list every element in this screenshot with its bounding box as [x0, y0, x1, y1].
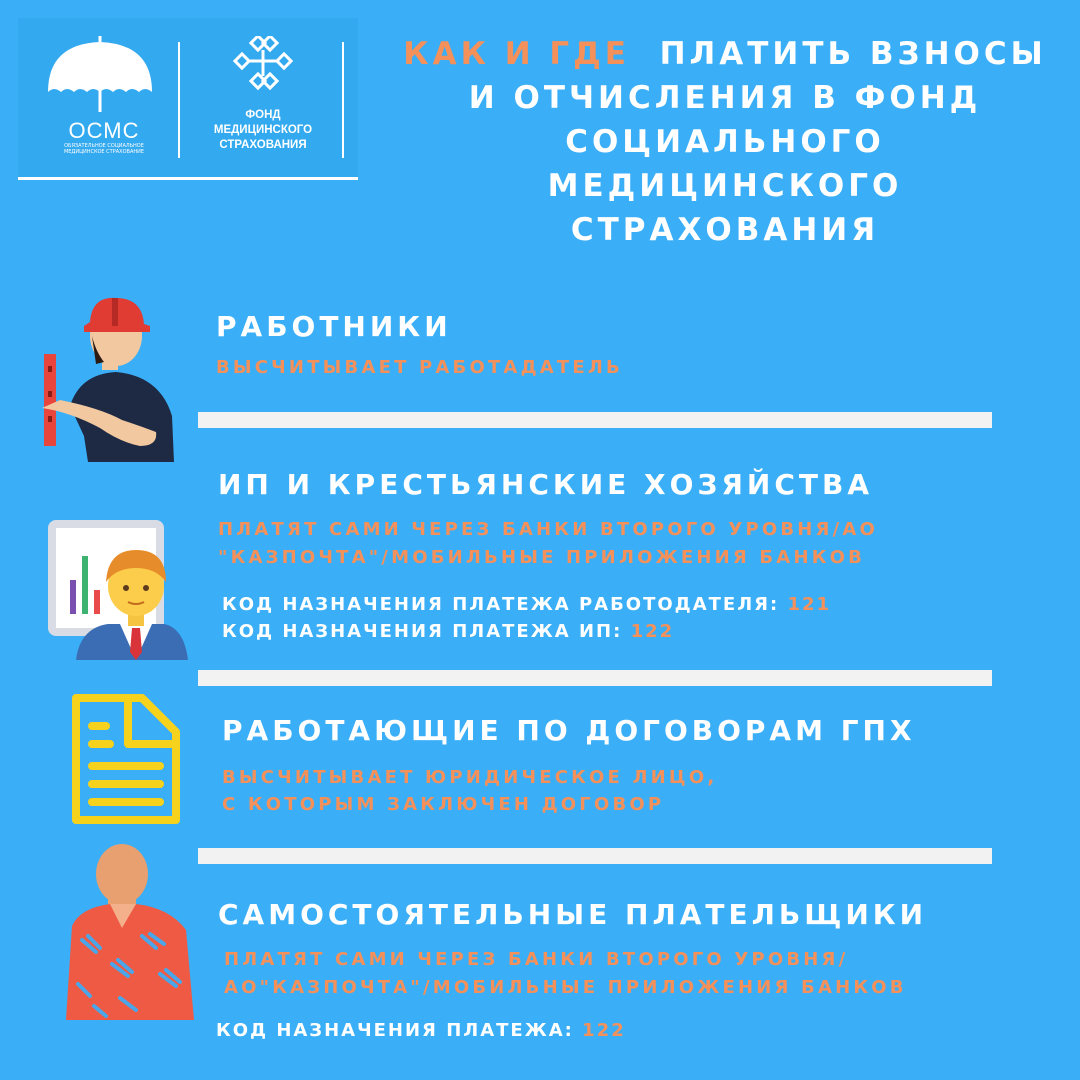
section-heading-entrepreneurs: ИП И КРЕСТЬЯНСКИЕ ХОЗЯЙСТВА [218, 468, 873, 501]
document-icon [70, 692, 182, 826]
construction-worker-icon [40, 296, 180, 466]
payment-code-value: 122 [582, 1020, 626, 1041]
section-heading-self-employed: САМОСТОЯТЕЛЬНЫЕ ПЛАТЕЛЬЩИКИ [218, 898, 928, 931]
title-line-2: И ОТЧИСЛЕНИЯ В ФОНД [468, 80, 982, 116]
payment-code-label: КОД НАЗНАЧЕНИЯ ПЛАТЕЖА ИП: [222, 621, 623, 642]
payment-code-employer [222, 590, 831, 619]
section-text-self-employed-line2: АО"КАЗПОЧТА"/МОБИЛЬНЫЕ ПРИЛОЖЕНИЯ БАНКОВ [224, 977, 907, 998]
title-line-5: СТРАХОВАНИЯ [570, 212, 880, 248]
payment-code-value: 121 [787, 594, 832, 615]
section-text-workers: ВЫСЧИТЫВАЕТ РАБОТАДАТЕЛЬ [216, 357, 623, 378]
page-title [380, 32, 1070, 252]
payment-code-label: КОД НАЗНАЧЕНИЯ ПЛАТЕЖА: [216, 1020, 574, 1041]
omc-logo-subtitle: ОБЯЗАТЕЛЬНОЕ СОЦИАЛЬНОЕ МЕДИЦИНСКОЕ СТРАХОВАНИЕ [63, 143, 145, 155]
title-line-1 [380, 32, 1070, 76]
logo-divider-right [342, 42, 344, 158]
title-line-1-rest: ПЛАТИТЬ ВЗНОСЫ [659, 36, 1047, 72]
section-text-entrepreneurs-line1: ПЛАТЯТ САМИ ЧЕРЕЗ БАНКИ ВТОРОГО УРОВНЯ/АО [218, 519, 879, 540]
umbrella-icon [44, 36, 156, 116]
omc-logo-text: ОСМС [68, 118, 140, 143]
title-accent: КАК И ГДЕ [403, 36, 630, 72]
section-heading-workers: РАБОТНИКИ [216, 310, 452, 343]
payment-code-label: КОД НАЗНАЧЕНИЯ ПЛАТЕЖА РАБОТОДАТЕЛЯ: [222, 594, 780, 615]
payment-code-ip [222, 617, 674, 646]
snowflake-icon [231, 36, 295, 92]
person-in-hawaiian-shirt-icon [60, 844, 200, 1020]
section-divider [198, 670, 992, 686]
title-line-4: МЕДИЦИНСКОГО [547, 168, 903, 204]
logo-divider [178, 42, 180, 158]
section-text-contracts-line2: С КОТОРЫМ ЗАКЛЮЧЕН ДОГОВОР [222, 794, 665, 815]
presenter-with-chart-icon [46, 520, 190, 662]
section-divider [198, 848, 992, 864]
payment-code-value: 122 [630, 621, 675, 642]
section-text-self-employed-line1: ПЛАТЯТ САМИ ЧЕРЕЗ БАНКИ ВТОРОГО УРОВНЯ/ [224, 949, 849, 970]
fund-logo-text [188, 108, 338, 153]
fund-logo-line: ФОНД [245, 109, 281, 121]
section-text-contracts-line1: ВЫСЧИТЫВАЕТ ЮРИДИЧЕСКОЕ ЛИЦО, [222, 767, 718, 788]
payment-code-self-employed [216, 1016, 626, 1045]
title-line-3: СОЦИАЛЬНОГО [565, 124, 885, 160]
section-divider [198, 412, 992, 428]
section-heading-contracts: РАБОТАЮЩИЕ ПО ДОГОВОРАМ ГПХ [222, 714, 916, 747]
fund-logo-line: МЕДИЦИНСКОГО [213, 124, 313, 136]
fund-logo-line: СТРАХОВАНИЯ [219, 139, 307, 151]
section-text-entrepreneurs-line2: "КАЗПОЧТА"/МОБИЛЬНЫЕ ПРИЛОЖЕНИЯ БАНКОВ [218, 547, 866, 568]
